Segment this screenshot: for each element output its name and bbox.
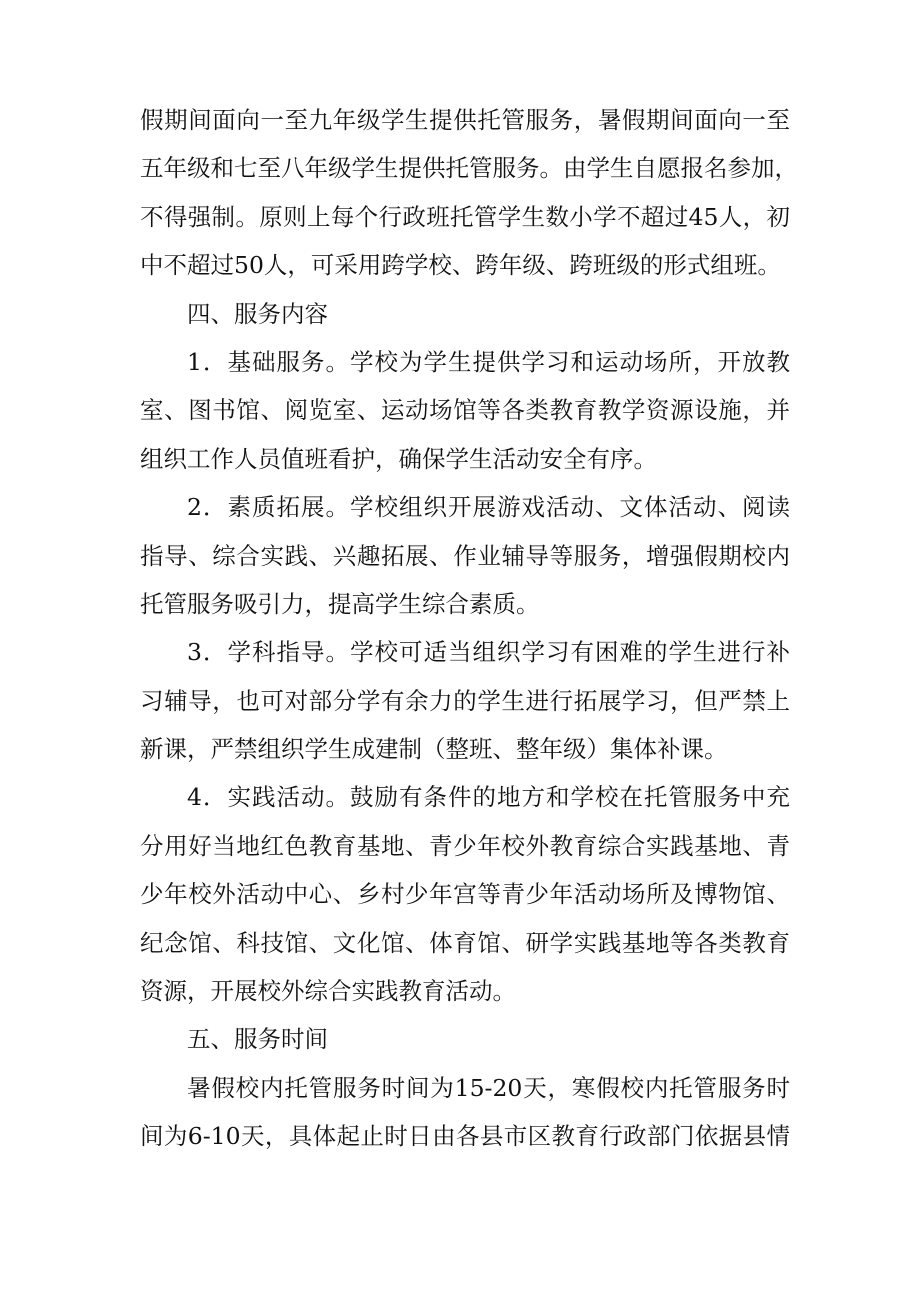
text-line: 组织工作人员值班看护，确保学生活动安全有序。 bbox=[140, 444, 657, 473]
text-line: 纪念馆、科技馆、文化馆、体育馆、研学实践基地等各类教育 bbox=[140, 928, 790, 957]
text-line: 资源，开展校外综合实践教育活动。 bbox=[140, 977, 516, 1006]
text-line: 五年级和七至八年级学生提供托管服务。由学生自愿报名参加， bbox=[140, 154, 798, 183]
text-line: 间为6-10天，具体起止时日由各县市区教育行政部门依据县情 bbox=[140, 1122, 790, 1151]
text-line: 分用好当地红色教育基地、青少年校外教育综合实践基地、青 bbox=[140, 831, 790, 860]
text-line: 中不超过50人，可采用跨学校、跨年级、跨班级的形式组班。 bbox=[140, 251, 781, 280]
text-line: 四、服务内容 bbox=[187, 299, 328, 328]
text-line: 新课，严禁组织学生成建制（整班、整年级）集体补课。 bbox=[140, 735, 728, 764]
text-line: 室、图书馆、阅览室、运动场馆等各类教育教学资源设施，并 bbox=[140, 396, 790, 425]
text-line: 习辅导，也可对部分学有余力的学生进行拓展学习，但严禁上 bbox=[140, 686, 790, 715]
text-line: 不得强制。原则上每个行政班托管学生数小学不超过45人，初 bbox=[140, 202, 790, 231]
text-line: 指导、综合实践、兴趣拓展、作业辅导等服务，增强假期校内 bbox=[140, 541, 790, 570]
text-line: 五、服务时间 bbox=[187, 1025, 328, 1054]
text-line: 假期间面向一至九年级学生提供托管服务，暑假期间面向一至 bbox=[140, 106, 790, 134]
text-line: 1．基础服务。学校为学生提供学习和运动场所，开放教 bbox=[187, 347, 790, 376]
text-line: 托管服务吸引力，提高学生综合素质。 bbox=[140, 589, 540, 618]
text-line: 3．学科指导。学校可适当组织学习有困难的学生进行补 bbox=[187, 638, 790, 667]
text-line: 4．实践活动。鼓励有条件的地方和学校在托管服务中充 bbox=[187, 783, 790, 812]
text-line: 暑假校内托管服务时间为15-20天，寒假校内托管服务时 bbox=[187, 1073, 790, 1102]
text-line: 2．素质拓展。学校组织开展游戏活动、文体活动、阅读 bbox=[187, 493, 790, 522]
text-line: 少年校外活动中心、乡村少年宫等青少年活动场所及博物馆、 bbox=[140, 880, 790, 909]
